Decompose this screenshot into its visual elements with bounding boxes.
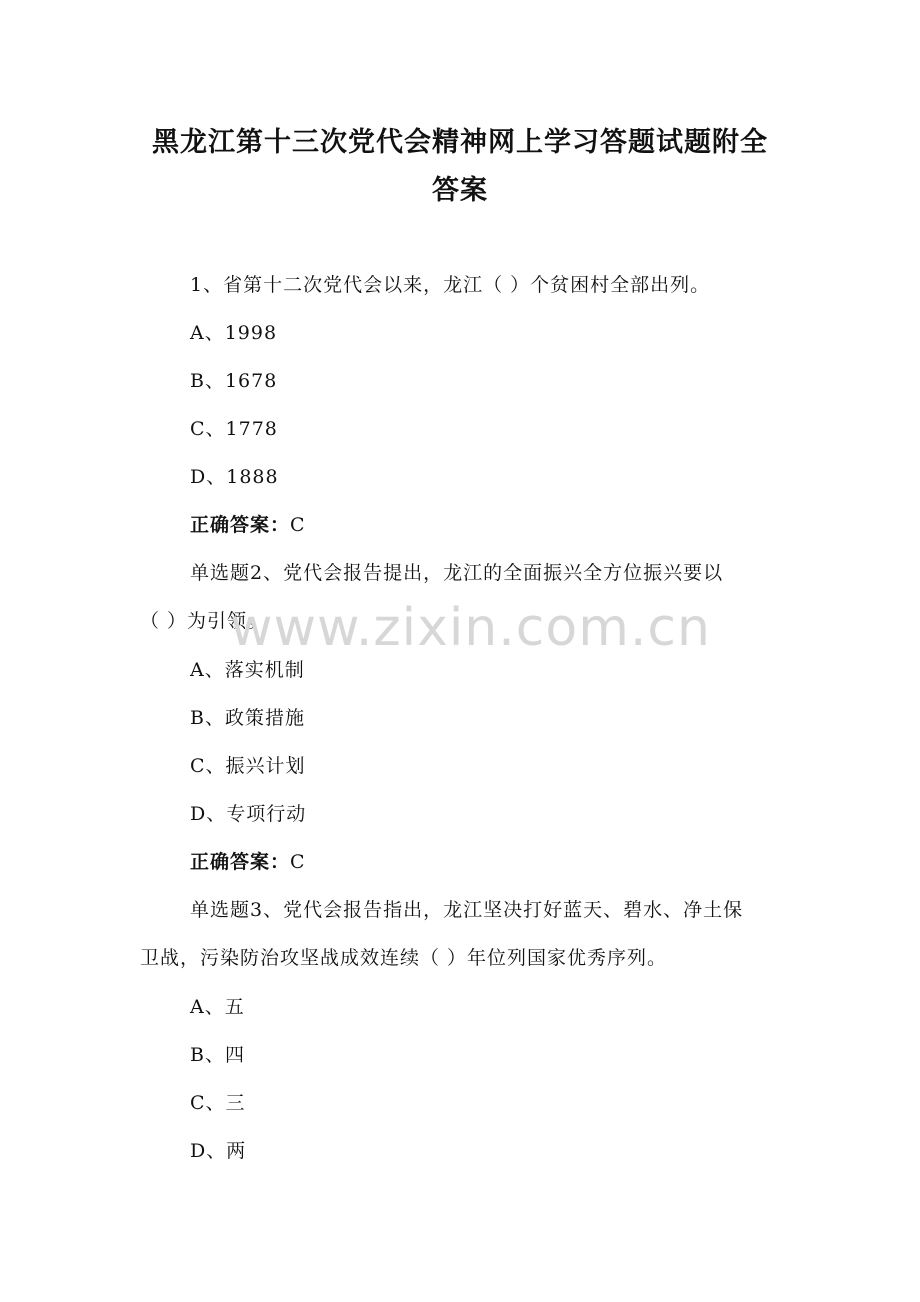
answer-value: C <box>290 851 306 873</box>
question-1-stem: 1、省第十二次党代会以来，龙江（ ）个贫困村全部出列。 <box>190 274 711 296</box>
question-2-option-c: C、振兴计划 <box>190 755 306 777</box>
answer-value: C <box>290 514 306 536</box>
question-3-option-a: A、五 <box>190 996 245 1018</box>
document-title-line1: 黑龙江第十三次党代会精神网上学习答题试题附全 <box>152 127 768 158</box>
watermark: www.zixin.com.cn <box>230 598 711 658</box>
question-2-option-d: D、专项行动 <box>190 803 307 825</box>
question-2-stem-line1: 单选题2、党代会报告提出，龙江的全面振兴全方位振兴要以 <box>190 562 724 584</box>
question-1-option-b: B、1678 <box>190 370 278 392</box>
answer-label: 正确答案： <box>190 514 291 536</box>
question-1-option-c: C、1778 <box>190 418 278 440</box>
question-2-answer <box>190 847 306 874</box>
question-1-answer <box>190 510 306 537</box>
question-3-option-b: B、四 <box>190 1044 245 1066</box>
question-2-option-b: B、政策措施 <box>190 707 305 729</box>
question-3-option-c: C、三 <box>190 1092 246 1114</box>
question-3-option-d: D、两 <box>190 1140 247 1162</box>
document-title-line2: 答案 <box>432 175 488 206</box>
question-1-option-d: D、1888 <box>190 466 279 488</box>
question-3-stem-line2: 卫战，污染防治攻坚战成效连续（ ）年位列国家优秀序列。 <box>140 947 668 969</box>
question-1-option-a: A、1998 <box>190 322 278 344</box>
question-3-stem-line1: 单选题3、党代会报告指出，龙江坚决打好蓝天、碧水、净土保 <box>190 899 744 921</box>
answer-label: 正确答案： <box>190 851 291 873</box>
question-2-stem-line2: （ ）为引领。 <box>140 610 268 632</box>
question-2-option-a: A、落实机制 <box>190 659 305 681</box>
